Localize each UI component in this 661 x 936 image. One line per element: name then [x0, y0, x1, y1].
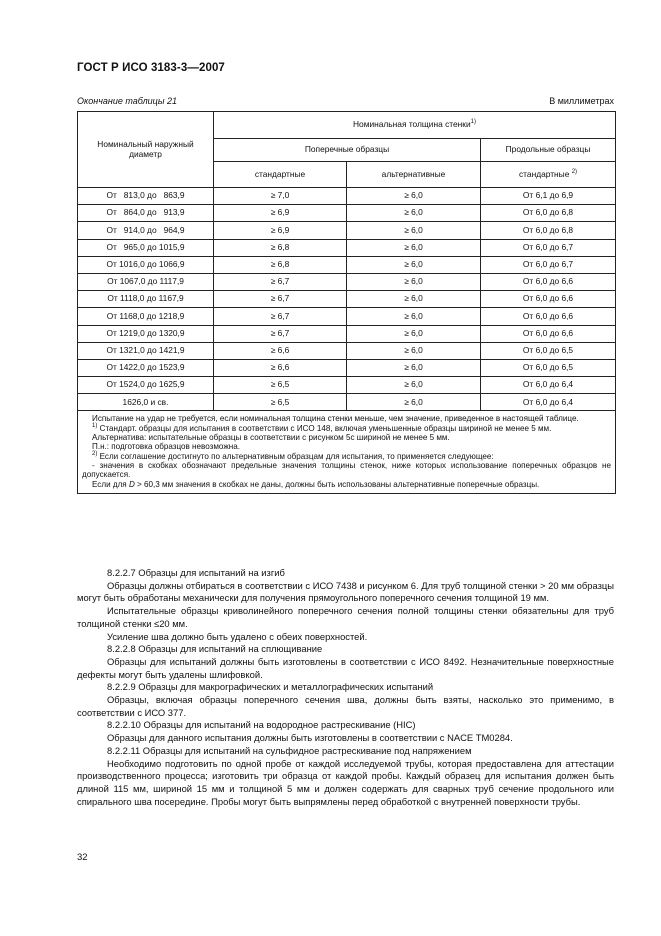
diameter-cell: От 1067,0 до 1117,9: [78, 273, 214, 290]
alternative-cell: ≥ 6,0: [347, 188, 481, 205]
longitudinal-cell: От 6,0 до 6,8: [481, 222, 616, 239]
footnote-alternative: Альтернатива: испытательные образцы в соответствии с рисунком 5с шириной не менее 5 мм.: [92, 433, 450, 443]
thickness-column-header: Номинальная толщина стенки$^{1)}$: [214, 112, 616, 139]
footnote-last: Если для D > 60,3 мм значения в скобках не даны, должны быть использованы альтернативные поперечные образцы.: [92, 479, 540, 489]
table-row: [78, 188, 616, 205]
footnote-2: $^{2)}$ Если соглашение достигнуто по альтернативным образцам для испытания, то применяется следующее:: [92, 450, 494, 461]
longitudinal-cell: От 6,0 до 6,4: [481, 377, 616, 394]
diameter-cell: От 1016,0 до 1066,9: [78, 256, 214, 273]
units-label: В миллиметрах: [549, 96, 614, 106]
alternative-cell: ≥ 6,0: [347, 342, 481, 359]
diameter-cell: От 1168,0 до 1218,9: [78, 308, 214, 325]
standard-column-header: стандартные: [214, 162, 347, 188]
diameter-cell: От 914,0 до 964,9: [78, 222, 214, 239]
footnote-marker: 2): [571, 168, 578, 175]
alternative-cell: ≥ 6,0: [347, 205, 481, 222]
table-row: [78, 359, 616, 376]
standard-cell: ≥ 6,7: [214, 273, 347, 290]
paragraph: Образцы должны отбираться в соответствии с ИСО 7438 и рисунком 6. Для труб толщиной стенки > 20 мм образцы могут быть обработаны механически для получения прямоугольного поперечного сечения толщиной 19 мм.: [77, 579, 614, 604]
diameter-cell: От 864,0 до 913,9: [78, 205, 214, 222]
diameter-cell: От 1219,0 до 1320,9: [78, 325, 214, 342]
table-row: [78, 342, 616, 359]
table-footnotes: [78, 411, 616, 493]
paragraph: Образцы для данного испытания должны быть изготовлены в соответствии с NACE ТМ0284.: [107, 732, 513, 744]
alternative-cell: ≥ 6,0: [347, 291, 481, 308]
standard-cell: ≥ 6,5: [214, 377, 347, 394]
standard-cell: ≥ 6,9: [214, 205, 347, 222]
diameter-cell: От 1524,0 до 1625,9: [78, 377, 214, 394]
longitudinal-cell: От 6,0 до 6,4: [481, 394, 616, 411]
diameter-cell: От 1321,0 до 1421,9: [78, 342, 214, 359]
alternative-cell: ≥ 6,0: [347, 325, 481, 342]
paragraph: Образцы для испытаний должны быть изготовлены в соответствии с ИСО 8492. Незначительные поверхностные дефекты могут быть удалены шлифовкой.: [77, 655, 614, 680]
table-row: [78, 222, 616, 239]
diameter-cell: От 965,0 до 1015,9: [78, 239, 214, 256]
standard-cell: ≥ 6,9: [214, 222, 347, 239]
section-heading: 8.2.2.10 Образцы для испытаний на водородное растрескивание (HIC): [107, 719, 416, 731]
footnote-intro: Испытание на удар не требуется, если номинальная толщина стенки меньше, чем значение, приведенное в настоящей таблице.: [92, 414, 579, 424]
alternative-cell: ≥ 6,0: [347, 239, 481, 256]
diameter-column-header: Номинальный наружный диаметр: [78, 112, 214, 188]
alternative-cell: ≥ 6,0: [347, 308, 481, 325]
longitudinal-cell: От 6,0 до 6,6: [481, 325, 616, 342]
alternative-cell: ≥ 6,0: [347, 394, 481, 411]
table-caption: Окончание таблицы 21: [77, 96, 177, 106]
alternative-cell: ≥ 6,0: [347, 222, 481, 239]
table-row: [78, 377, 616, 394]
longitudinal-cell: От 6,0 до 6,5: [481, 342, 616, 359]
table-row: [78, 239, 616, 256]
longitudinal-cell: От 6,0 до 6,7: [481, 239, 616, 256]
standard-cell: ≥ 6,7: [214, 325, 347, 342]
footnote-marker: 1): [470, 119, 476, 126]
alternative-cell: ≥ 6,0: [347, 273, 481, 290]
section-heading: 8.2.2.9 Образцы для макрографических и металлографических испытаний: [107, 681, 434, 693]
longitudinal-cell: От 6,0 до 6,5: [481, 359, 616, 376]
paragraph: Испытательные образцы криволинейного поперечного сечения полной толщины стенки обязательны для труб толщиной стенки ≤20 мм.: [77, 605, 614, 629]
longitudinal-column-header: Продольные образцы: [481, 139, 616, 162]
table-row: [78, 325, 616, 342]
footnote-1: $^{1)}$ Стандарт. образцы для испытания в соответствии с ИСО 148, включая уменьшенные образцы шириной не менее 5 мм.: [92, 422, 552, 433]
longitudinal-cell: От 6,0 до 6,7: [481, 256, 616, 273]
diameter-cell: От 1118,0 до 1167,9: [78, 291, 214, 308]
alternative-cell: ≥ 6,0: [347, 359, 481, 376]
body-text: [77, 567, 614, 808]
table-row: [78, 291, 616, 308]
longitudinal-cell: От 6,0 до 6,6: [481, 291, 616, 308]
standard-cell: ≥ 6,5: [214, 394, 347, 411]
standard-cell: ≥ 7,0: [214, 188, 347, 205]
standard-cell: ≥ 6,6: [214, 342, 347, 359]
longitudinal-cell: От 6,1 до 6,9: [481, 188, 616, 205]
diameter-cell: 1626,0 и св.: [78, 394, 214, 411]
table-row: [78, 205, 616, 222]
longitudinal-cell: От 6,0 до 6,6: [481, 308, 616, 325]
footnote-dash: - значения в скобках обозначают предельные значения толщины стенок, ниже которых использование поперечных образцов не допускается.: [82, 460, 612, 480]
standard-cell: ≥ 6,8: [214, 239, 347, 256]
standard-cell: ≥ 6,7: [214, 291, 347, 308]
table-row: [78, 308, 616, 325]
section-heading: 8.2.2.8 Образцы для испытаний на сплющивание: [107, 643, 323, 655]
table-row: [78, 256, 616, 273]
diameter-cell: От 813,0 до 863,9: [78, 188, 214, 205]
standard-longitudinal-column-header: стандартные $^{2)}$: [481, 162, 616, 188]
paragraph: Усиление шва должно быть удалено с обеих поверхностей.: [107, 630, 368, 642]
section-heading: 8.2.2.7 Образцы для испытаний на изгиб: [107, 567, 285, 578]
alternative-column-header: альтернативные: [347, 162, 481, 188]
paragraph: Образцы, включая образцы поперечного сечения шва, должны быть взяты, насколько это применимо, в соответствии с ИСО 377.: [77, 694, 614, 718]
diameter-cell: От 1422,0 до 1523,9: [78, 359, 214, 376]
transverse-column-header: Поперечные образцы: [214, 139, 481, 162]
longitudinal-cell: От 6,0 до 6,8: [481, 205, 616, 222]
alternative-cell: ≥ 6,0: [347, 256, 481, 273]
standard-cell: ≥ 6,8: [214, 256, 347, 273]
longitudinal-cell: От 6,0 до 6,6: [481, 273, 616, 290]
footnote-pn: П.н.: подготовка образцов невозможна.: [92, 442, 240, 452]
section-heading: 8.2.2.11 Образцы для испытаний на сульфидное растрескивание под напряжением: [107, 744, 472, 756]
alternative-cell: ≥ 6,0: [347, 377, 481, 394]
thickness-table: [77, 111, 616, 494]
standard-cell: ≥ 6,6: [214, 359, 347, 376]
standard-cell: ≥ 6,7: [214, 308, 347, 325]
table-row: [78, 273, 616, 290]
table-row: [78, 394, 616, 411]
paragraph: Необходимо подготовить по одной пробе от каждой исследуемой трубы, которая предоставлена для аттестации производственного процесса; изготовить три образца от каждой пробы. Каждый образец для испытания должен быть длиной 115 мм, шириной 15 мм и толщиной 5 мм и должен содержать для сварных труб сечение продольного или спирального шва посередине. Пробы могут быть выпрямлены перед обработкой с внутренней поверхности трубы.: [77, 757, 614, 807]
document-title: ГОСТ Р ИСО 3183-3—2007: [77, 62, 225, 74]
page-number: 32: [77, 852, 88, 863]
